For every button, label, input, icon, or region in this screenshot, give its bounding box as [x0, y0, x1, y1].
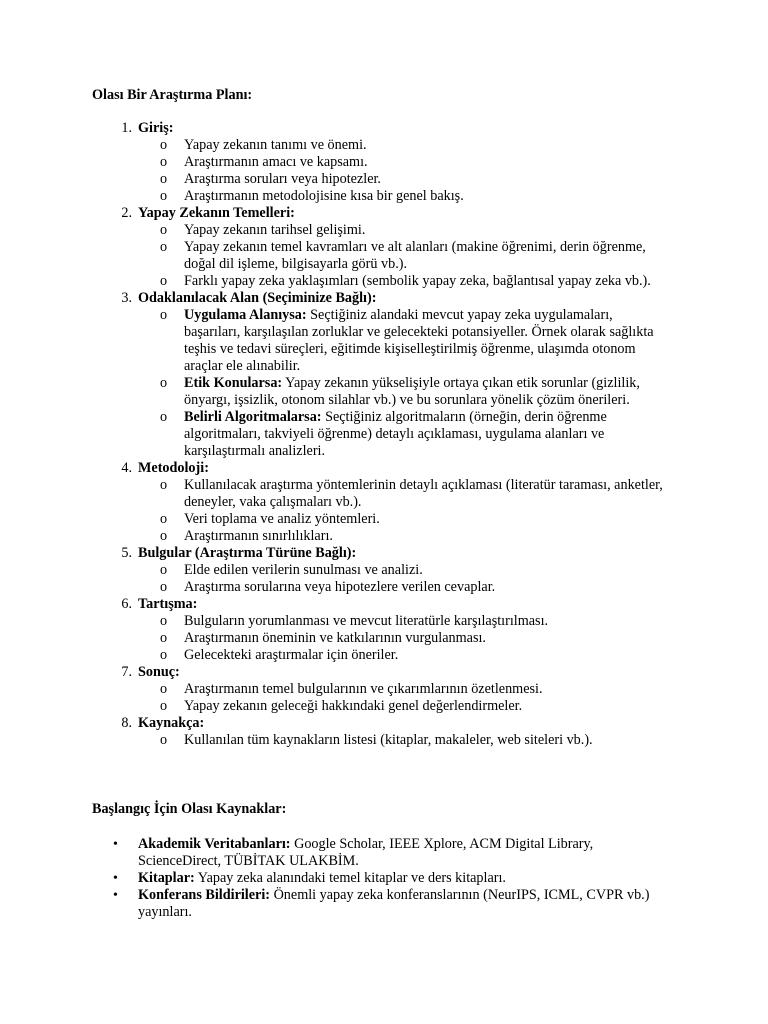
sub-item-text: Araştırma soruları veya hipotezler.	[184, 171, 381, 187]
section-number: 5.	[121, 545, 132, 561]
section-heading-text: Bulgular (Araştırma Türüne Bağlı):	[138, 545, 357, 561]
sub-item-text: Araştırmanın öneminin ve katkılarının vurgulanması.	[184, 630, 486, 646]
resource-text: Yapay zeka alanındaki temel kitaplar ve ders kitapları.	[194, 870, 506, 886]
sub-item-text: Yapay zekanın temel kavramları ve alt alanları (makine öğrenimi, derin öğrenme, doğal dil işleme, bilgisayarla görü vb.).	[184, 239, 646, 272]
sub-item-text: Seçtiğiniz algoritmaların (örneğin, derin öğrenme algoritmaları, takviyeli öğrenme) detaylı açıklaması, uygulama alanları ve karşılaştırmalı analizleri.	[184, 409, 607, 459]
section-heading	[0, 545, 768, 562]
plan-section	[0, 460, 768, 545]
sub-item-text: Elde edilen verilerin sunulması ve analizi.	[184, 562, 423, 578]
sub-item-text: Yapay zekanın yükselişiyle ortaya çıkan etik sorunlar (gizlilik, önyargı, işsizlik, otonom silahlar vb.) ve bu sorunlara yönelik çözüm önerileri.	[184, 375, 640, 408]
sub-bullet-icon: o	[160, 579, 168, 595]
sub-item-text: Gelecekteki araştırmalar için öneriler.	[184, 647, 399, 663]
sub-item	[0, 562, 768, 579]
section-number: 8.	[121, 715, 132, 731]
sub-bullet-icon: o	[160, 630, 168, 646]
sub-item-label: Belirli Algoritmalarsa:	[184, 409, 322, 425]
sub-item-text: Yapay zekanın tanımı ve önemi.	[184, 137, 367, 153]
sub-item	[0, 239, 768, 273]
plan-section	[0, 205, 768, 290]
sub-item-text: Araştırmanın sınırlılıkları.	[184, 528, 333, 544]
resource-label: Konferans Bildirileri:	[138, 887, 271, 903]
sub-item	[0, 579, 768, 596]
section-number: 2.	[121, 205, 132, 221]
bullet-icon: •	[113, 888, 118, 903]
section-number: 3.	[121, 290, 132, 306]
sub-item	[0, 137, 768, 154]
section-heading-text: Odaklanılacak Alan (Seçiminize Bağlı):	[138, 290, 377, 306]
sub-item	[0, 154, 768, 171]
section-heading	[0, 290, 768, 307]
section-heading	[0, 460, 768, 477]
section-heading-text: Sonuç:	[138, 664, 180, 680]
sub-item	[0, 511, 768, 528]
resources-list	[0, 836, 768, 921]
plan-section	[0, 664, 768, 715]
sub-item-text: Yapay zekanın tarihsel gelişimi.	[184, 222, 366, 238]
plan-title: Olası Bir Araştırma Planı:	[92, 87, 253, 103]
section-number: 7.	[121, 664, 132, 680]
sub-item-text: Veri toplama ve analiz yöntemleri.	[184, 511, 380, 527]
sub-item	[0, 732, 768, 749]
sub-bullet-icon: o	[160, 307, 168, 323]
sub-item	[0, 647, 768, 664]
plan-section	[0, 545, 768, 596]
resource-label: Kitaplar:	[138, 870, 195, 886]
bullet-icon: •	[113, 837, 118, 852]
section-heading-text: Tartışma:	[138, 596, 198, 612]
sub-bullet-icon: o	[160, 137, 168, 153]
resource-text: Google Scholar, IEEE Xplore, ACM Digital Library, ScienceDirect, TÜBİTAK ULAKBİM.	[138, 836, 594, 869]
plan-section	[0, 596, 768, 664]
section-heading-text: Metodoloji:	[138, 460, 209, 476]
plan-section	[0, 290, 768, 460]
sub-item	[0, 528, 768, 545]
sub-item	[0, 630, 768, 647]
section-number: 1.	[121, 120, 132, 136]
resource-item	[0, 836, 768, 870]
sub-item-text: Araştırma sorularına veya hipotezlere verilen cevaplar.	[184, 579, 496, 595]
research-plan-list	[0, 120, 768, 749]
sub-bullet-icon: o	[160, 222, 168, 238]
section-heading-text: Yapay Zekanın Temelleri:	[138, 205, 295, 221]
sub-bullet-icon: o	[160, 375, 168, 391]
sub-item	[0, 188, 768, 205]
sub-item	[0, 681, 768, 698]
sub-bullet-icon: o	[160, 647, 168, 663]
plan-section	[0, 120, 768, 205]
sub-bullet-icon: o	[160, 681, 168, 697]
sub-item	[0, 273, 768, 290]
sub-bullet-icon: o	[160, 477, 168, 493]
sub-bullet-icon: o	[160, 154, 168, 170]
bullet-icon: •	[113, 871, 118, 886]
sub-item	[0, 477, 768, 511]
section-heading	[0, 715, 768, 732]
sub-item-label: Etik Konularsa:	[184, 375, 283, 391]
sub-item-text: Araştırmanın amacı ve kapsamı.	[184, 154, 368, 170]
sub-item-text: Seçtiğiniz alandaki mevcut yapay zeka uygulamaları, başarıları, karşılaşılan zorluklar ve gelecekteki potansiyeller. Örnek olarak sağlıkta teşhis ve tedavi süreçleri, eğitimde kişiselleştirilmiş öğrenme, ulaşımda otonom araçlar ele alınabilir.	[184, 307, 654, 374]
sub-item-text: Bulguların yorumlanması ve mevcut literatürle karşılaştırılması.	[184, 613, 549, 629]
sub-bullet-icon: o	[160, 273, 168, 289]
sub-item	[0, 222, 768, 239]
sub-bullet-icon: o	[160, 562, 168, 578]
sub-item-text: Araştırmanın temel bulgularının ve çıkarımlarının özetlenmesi.	[184, 681, 543, 697]
section-heading-text: Giriş:	[138, 120, 174, 136]
sub-item-text: Kullanılan tüm kaynakların listesi (kitaplar, makaleler, web siteleri vb.).	[184, 732, 593, 748]
sub-item	[0, 171, 768, 188]
section-number: 6.	[121, 596, 132, 612]
section-heading-text: Kaynakça:	[138, 715, 205, 731]
section-number: 4.	[121, 460, 132, 476]
section-heading	[0, 596, 768, 613]
sub-item-label: Uygulama Alanıysa:	[184, 307, 307, 323]
resource-text: Önemli yapay zeka konferanslarının (NeurIPS, ICML, CVPR vb.) yayınları.	[138, 887, 650, 920]
sub-item-text: Kullanılacak araştırma yöntemlerinin detaylı açıklaması (literatür taraması, anketler, deneyler, vaka çalışmaları vb.).	[184, 477, 663, 510]
section-heading	[0, 120, 768, 137]
sub-bullet-icon: o	[160, 188, 168, 204]
sub-bullet-icon: o	[160, 698, 168, 714]
resources-title: Başlangıç İçin Olası Kaynaklar:	[92, 801, 287, 817]
resource-item	[0, 870, 768, 887]
sub-bullet-icon: o	[160, 511, 168, 527]
sub-bullet-icon: o	[160, 732, 168, 748]
sub-item	[0, 307, 768, 375]
sub-item	[0, 375, 768, 409]
sub-bullet-icon: o	[160, 528, 168, 544]
section-heading	[0, 205, 768, 222]
plan-section	[0, 715, 768, 749]
sub-item	[0, 613, 768, 630]
resource-label: Akademik Veritabanları:	[138, 836, 291, 852]
resource-item	[0, 887, 768, 921]
sub-item-text: Araştırmanın metodolojisine kısa bir genel bakış.	[184, 188, 464, 204]
sub-item-text: Farklı yapay zeka yaklaşımları (sembolik yapay zeka, bağlantısal yapay zeka vb.).	[184, 273, 651, 289]
sub-bullet-icon: o	[160, 613, 168, 629]
sub-item	[0, 698, 768, 715]
sub-bullet-icon: o	[160, 171, 168, 187]
sub-bullet-icon: o	[160, 409, 168, 425]
sub-item-text: Yapay zekanın geleceği hakkındaki genel değerlendirmeler.	[184, 698, 523, 714]
section-heading	[0, 664, 768, 681]
sub-item	[0, 409, 768, 460]
sub-bullet-icon: o	[160, 239, 168, 255]
